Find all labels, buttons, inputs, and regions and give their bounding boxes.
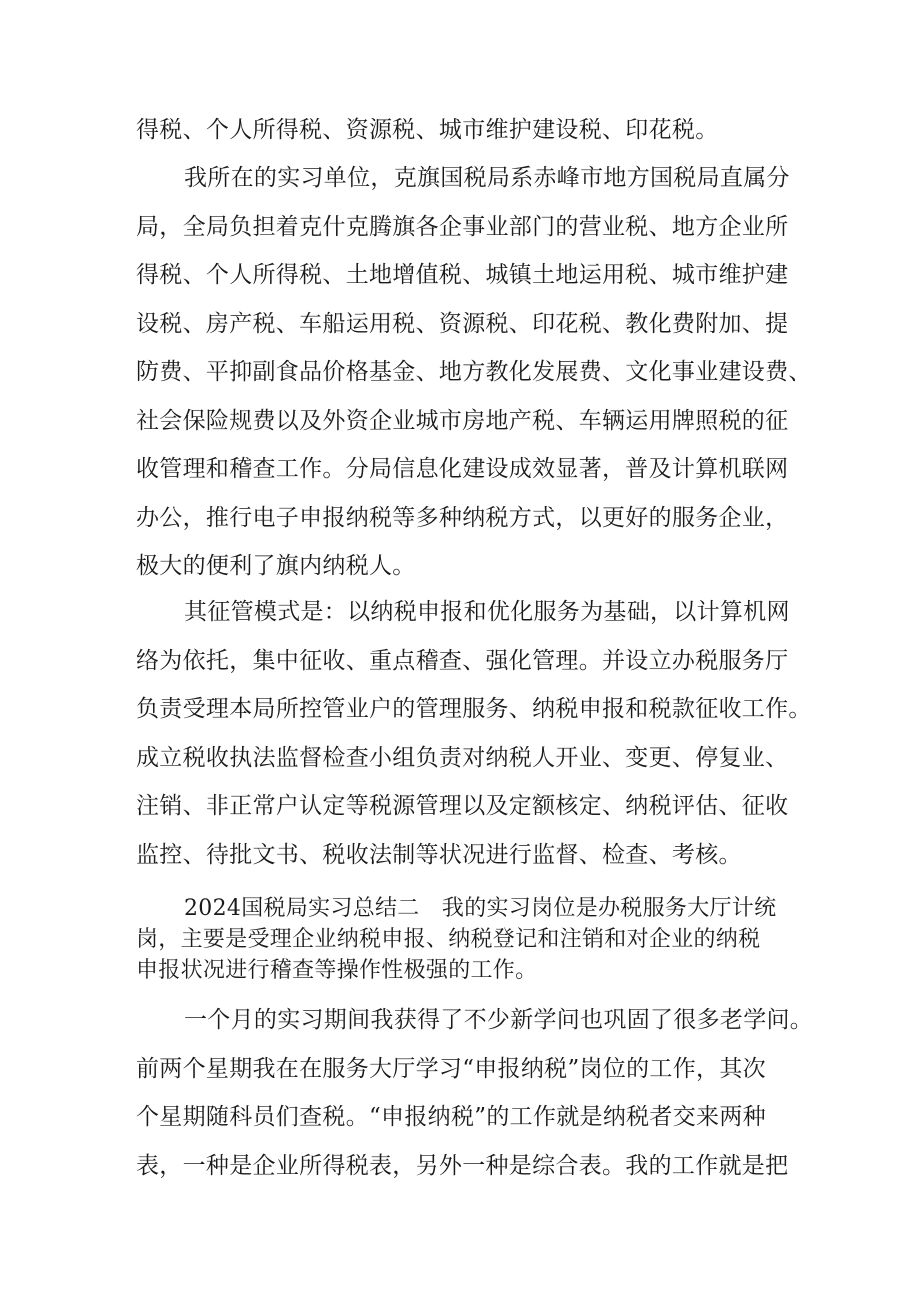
paragraph-4 xyxy=(136,893,836,986)
text-line: 防费、平抑副食品价格基金、地方教化发展费、文化事业建设费、 xyxy=(136,359,812,385)
text-line: 表，一种是企业所得税表，另外一种是综合表。我的工作就是把 xyxy=(136,1152,789,1179)
text-line: 络为依托，集中征收、重点稽查、强化管理。并设立办税服务厅 xyxy=(136,647,789,674)
text-line: 其征管模式是：以纳税申报和优化服务为基础，以计算机网 xyxy=(184,599,790,625)
paragraph-3 xyxy=(136,588,836,879)
paragraph-2 xyxy=(136,154,836,591)
text-line: 申报状况进行稽查等操作性极强的工作。 xyxy=(136,958,538,983)
text-line: 岗，主要是受理企业纳税申报、纳税登记和注销和对企业的纳税 xyxy=(136,927,761,952)
paragraph-1 xyxy=(136,106,836,155)
text-line: 2024国税局实习总结二 我的实习岗位是办税服务大厅计统 xyxy=(184,896,777,921)
text-line: 得税、个人所得税、资源税、城市维护建设税、印花税。 xyxy=(136,117,719,143)
text-line: 成立税收执法监督检查小组负责对纳税人开业、变更、停复业、 xyxy=(136,744,789,771)
paragraph-5 xyxy=(136,996,836,1190)
text-line: 设税、房产税、车船运用税、资源税、印花税、教化费附加、提 xyxy=(136,310,789,337)
text-line: 极大的便利了旗内纳税人。 xyxy=(136,553,416,579)
text-line: 收管理和稽查工作。分局信息化建设成效显著，普及计算机联网 xyxy=(136,456,789,482)
text-line: 得税、个人所得税、土地增值税、城镇土地运用税、城市维护建 xyxy=(136,262,789,288)
text-line: 前两个星期我在在服务大厅学习“申报纳税”岗位的工作，其次 xyxy=(136,1055,766,1082)
text-line: 社会保险规费以及外资企业城市房地产税、车辆运用牌照税的征 xyxy=(136,407,789,434)
text-line: 注销、非正常户认定等税源管理以及定额核定、纳税评估、征收 xyxy=(136,793,789,819)
text-line: 局，全局负担着克什克腾旗各企事业部门的营业税、地方企业所 xyxy=(136,213,789,240)
text-line: 个星期随科员们查税。“申报纳税”的工作就是纳税者交来两种 xyxy=(136,1104,766,1130)
text-line: 一个月的实习期间我获得了不少新学问也巩固了很多老学问。 xyxy=(184,1007,814,1033)
text-line: 监控、待批文书、税收法制等状况进行监督、检查、考核。 xyxy=(136,841,742,868)
text-line: 我所在的实习单位，克旗国税局系赤峰市地方国税局直属分 xyxy=(184,165,790,191)
text-line: 办公，推行电子申报纳税等多种纳税方式，以更好的服务企业， xyxy=(136,504,789,531)
text-line: 负责受理本局所控管业户的管理服务、纳税申报和税款征收工作。 xyxy=(136,696,812,722)
